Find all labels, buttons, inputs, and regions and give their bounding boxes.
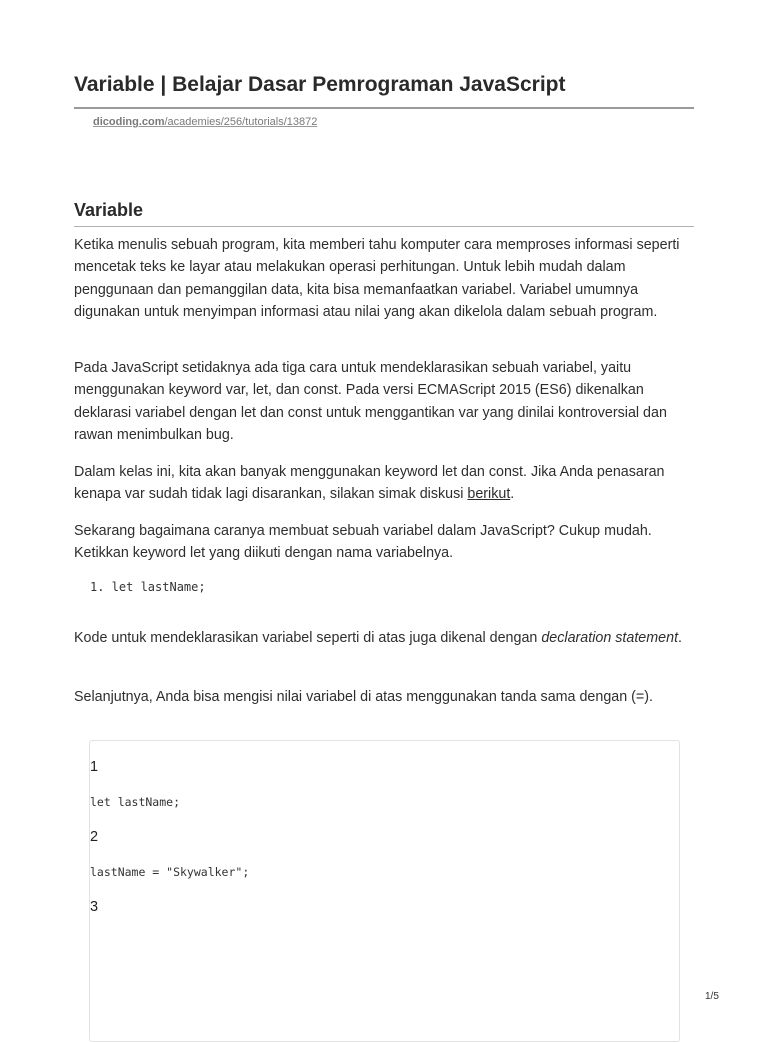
code-line: 1. let lastName;: [90, 580, 206, 594]
paragraph-let-const: [74, 461, 694, 506]
page-number: 1/5: [705, 991, 719, 1002]
paragraph-declaration-end: .: [678, 630, 683, 646]
paragraph-how-to: Sekarang bagaimana caranya membuat sebuah variabel dalam JavaScript? Cukup mudah. Ketikkan keyword let yang diikuti dengan nama variabelnya.: [74, 523, 652, 562]
title-divider: [74, 107, 694, 109]
section-heading: Variable: [74, 200, 144, 220]
paragraph-let-const-text: Dalam kelas ini, kita akan banyak menggunakan keyword let dan const. Jika Anda penasaran kenapa var sudah tidak lagi disarankan, silakan simak diskusi: [74, 464, 665, 503]
paragraph-let-const-end: .: [510, 486, 515, 503]
paragraph-intro: Ketika menulis sebuah program, kita memberi tahu komputer cara memproses informasi seperti mencetak teks ke layar atau melakukan operasi perhitungan. Untuk lebih mudah dalam penggunaan dan pemanggilan data, kita bisa memanfaatkan variabel. Variabel umumnya digunakan untuk menyimpan informasi atau nilai yang akan dikelola dalam sebuah program.: [74, 237, 680, 320]
page-title: Variable | Belajar Dasar Pemrograman JavaScript: [74, 73, 566, 96]
source-domain: dicoding.com: [93, 116, 165, 128]
paragraph-declaration-statement: [74, 627, 694, 649]
code-block-assignment: [89, 740, 680, 1042]
section-divider: [74, 226, 694, 227]
paragraph-assignment: Selanjutnya, Anda bisa mengisi nilai variabel di atas menggunakan tanda sama dengan (=).: [74, 689, 654, 705]
discussion-link[interactable]: berikut: [467, 486, 511, 503]
code-line-number: 2: [90, 829, 99, 845]
code-snippet-declaration: [90, 578, 206, 596]
code-line-number: 1: [90, 759, 99, 775]
paragraph-declaration-methods: Pada JavaScript setidaknya ada tiga cara untuk mendeklarasikan sebuah variabel, yaitu menggunakan keyword var, let, dan const. Pada versi ECMAScript 2015 (ES6) dikenalkan deklarasi variabel dengan let dan const untuk menggantikan var yang dinilai kontroversial dan rawan menimbulkan bug.: [74, 360, 667, 443]
declaration-statement-term: declaration statement: [541, 630, 679, 646]
paragraph-declaration-text: Kode untuk mendeklarasikan variabel seperti di atas juga dikenal dengan: [74, 630, 542, 646]
code-line: let lastName;: [90, 795, 181, 809]
code-line: lastName = "Skywalker";: [90, 865, 250, 879]
source-url-link[interactable]: [93, 114, 317, 130]
source-path: /academies/256/tutorials/13872: [164, 116, 318, 128]
code-line-number: 3: [90, 899, 99, 915]
